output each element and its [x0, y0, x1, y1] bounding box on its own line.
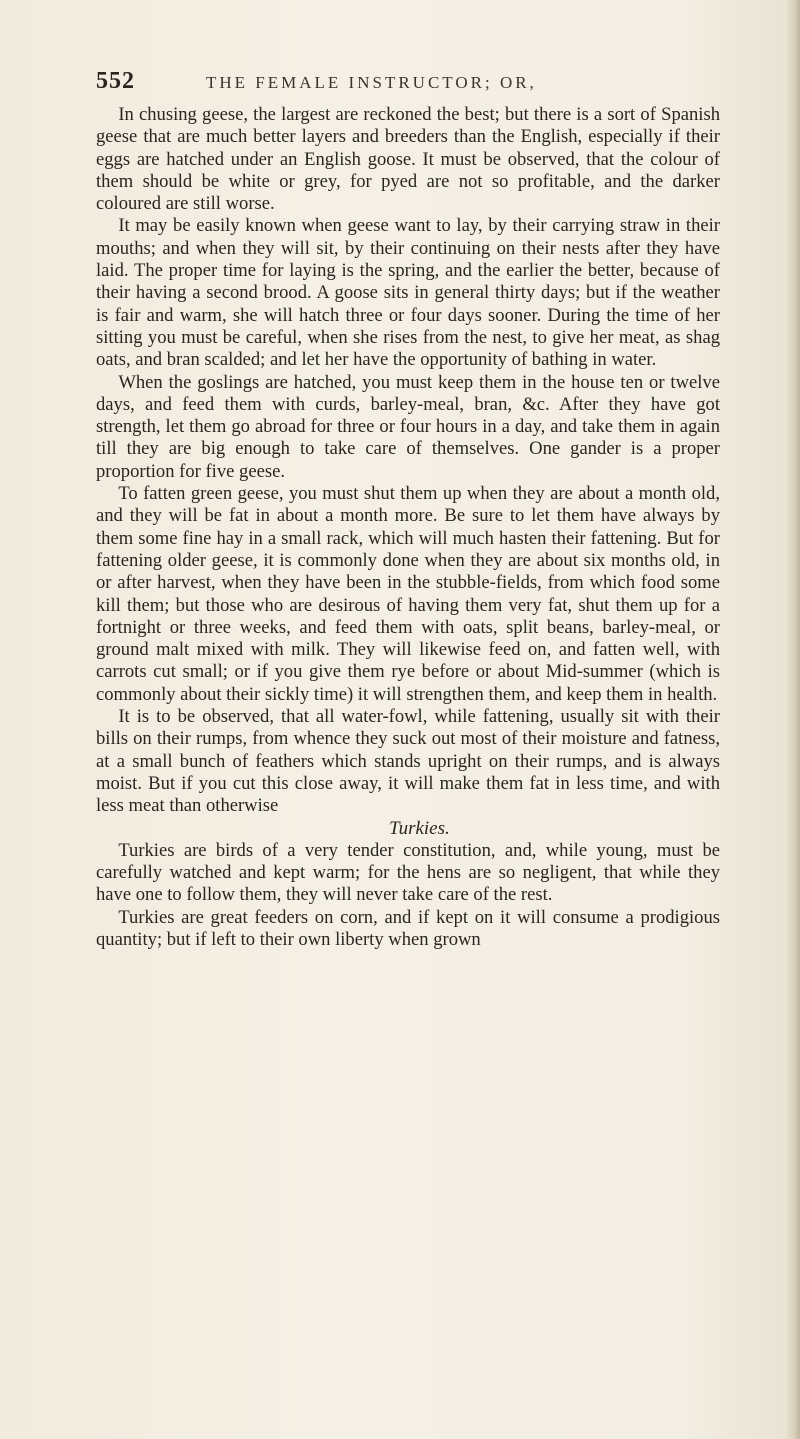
- paragraph-turkies-constitution: Turkies are birds of a very tender constitution, and, while young, must be carefully watched and kept warm; for the hens are so negligent, that while they have one to follow them, they will never take care of the rest.: [96, 839, 720, 906]
- section-heading-turkies: Turkies.: [389, 817, 450, 839]
- paragraph-goslings: When the goslings are hatched, you must keep them in the house ten or twelve days, and feed them with curds, barley-meal, bran, &c. After they have got strength, let them go abroad for three or four hours in a day, and take them in again till they are big enough to take care of themselves. One gander is a proper proportion for five geese.: [96, 371, 720, 482]
- paragraph-turkies-feeders: Turkies are great feeders on corn, and if kept on it will consume a prodigious quantity; but if left to their own liberty when grown: [96, 906, 720, 950]
- paragraph-laying: It may be easily known when geese want to lay, by their carrying straw in their mouths; and when they will sit, by their continuing on their nests after they have laid. The proper time for laying is the spring, and the earlier the better, because of their having a second brood. A goose sits in general thirty days; but if the weather is fair and warm, she will hatch three or four days sooner. During the time of her sitting you must be careful, when she rises from the nest, to give her meat, as shag oats, and bran scalded; and let her have the opportunity of bathing in water.: [96, 215, 720, 371]
- running-head: [96, 68, 696, 98]
- paragraph-chusing-geese: In chusing geese, the largest are reckoned the best; but there is a sort of Spanish geese that are much better layers and breeders than the English, especially if their eggs are hatched under an English goose. It must be observed, that the colour of them should be white or grey, for pyed are not so profitable, and the darker coloured are still worse.: [96, 104, 720, 215]
- paragraph-fattening: To fatten green geese, you must shut them up when they are about a month old, and they will be fat in about a month more. Be sure to let them have always by them some fine hay in a small rack, which will much hasten their fattening. But for fattening older geese, it is commonly done when they are about six months old, in or after harvest, when they have been in the stubble-fields, from which food some kill them; but those who are desirous of having them very fat, shut them up for a fortnight or three weeks, and feed them with oats, split beans, barley-meal, or ground malt mixed with milk. They will likewise feed on, and fatten well, with carrots cut small; or if you give them rye before or about Mid-summer (which is commonly about their sickly time) it will strengthen them, and keep them in health.: [96, 483, 720, 705]
- running-title: THE FEMALE INSTRUCTOR; OR,: [206, 73, 537, 92]
- page-edge-shadow: [786, 0, 800, 1439]
- page-number: 552: [96, 68, 135, 94]
- body-text: [96, 104, 720, 951]
- paragraph-water-fowl: It is to be observed, that all water-fowl, while fattening, usually sit with their bills on their rumps, from whence they suck out most of their moisture and fatness, at a small bunch of feathers which stands upright on their rumps, and is always moist. But if you cut this close away, it will make them fat in less time, and with less meat than otherwise: [96, 706, 720, 817]
